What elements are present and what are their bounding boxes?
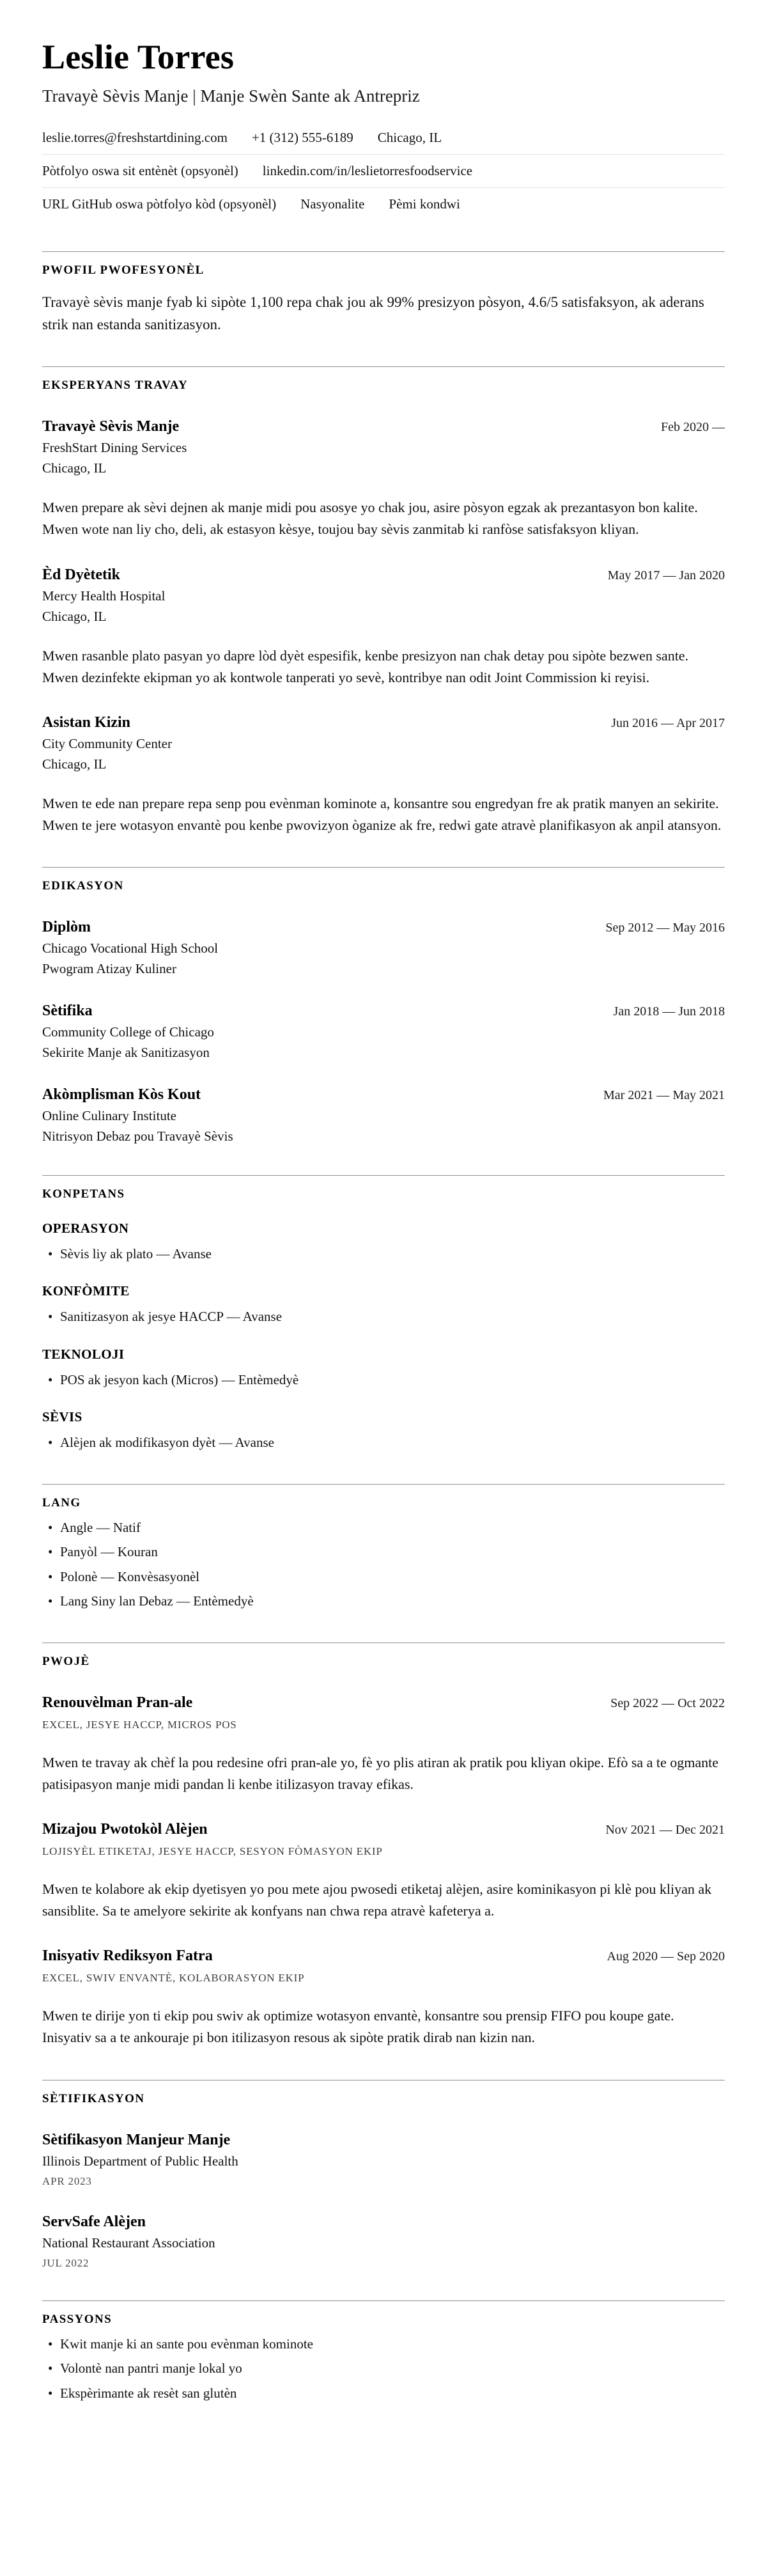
education-dates: Sep 2012 — May 2016 (605, 920, 725, 935)
section-heading-profile: PWOFIL PWOFESYONÈL (42, 263, 205, 277)
job-title: Travayè Sèvis Manje (42, 418, 180, 435)
project-title: Renouvèlman Pran-ale (42, 1694, 193, 1711)
skill-item: • Sanitizasyon ak jesye HACCP — Avanse (42, 1307, 725, 1327)
skill-group-title: SÈVIS (42, 1409, 82, 1425)
passion-item: • Ekspèrimante ak resèt san glutèn (42, 2384, 725, 2404)
project-entry-head (42, 1948, 725, 1965)
job-entry (42, 714, 725, 836)
skill-group-technology (42, 1347, 725, 1391)
language-item: • Angle — Natif (42, 1518, 725, 1538)
contact-row-extra (42, 187, 725, 221)
contact-portfolio: Pòtfolyo oswa sit entènèt (opsyonèl) (42, 163, 238, 179)
project-description: Mwen te travay ak chèf la pou redesine ofri pran-ale yo, fè yo plis atiran ak pratik pou kliyan okipe. Efò sa a te ogmante patisipasyon manje midi pandan li kenbe itilizasyon travay efikas. (42, 1754, 719, 1793)
section-education (42, 867, 725, 1144)
education-degree: Diplòm (42, 918, 91, 935)
section-divider (42, 1175, 725, 1176)
certification-date: JUL 2022 (42, 2256, 89, 2269)
education-school: Online Culinary Institute (42, 1107, 176, 1123)
language-item: • Lang Siny lan Debaz — Entèmedyè (42, 1591, 725, 1612)
passion-item: • Volontè nan pantri manje lokal yo (42, 2359, 725, 2379)
skill-group-title: KONFÒMITE (42, 1283, 130, 1299)
project-title: Mizajou Pwotokòl Alèjen (42, 1821, 208, 1838)
profile-summary: Travayè sèvis manje fyab ki sipòte 1,100 repa chak jou ak 99% presizyon pòsyon, 4.6/5 satisfaksyon, ak aderans strik nan estanda sanitizasyon. (42, 294, 704, 332)
education-dates: Jan 2018 — Jun 2018 (613, 1004, 725, 1019)
project-entry-head (42, 1694, 725, 1712)
skill-list (42, 1370, 725, 1391)
section-divider (42, 2300, 725, 2301)
contact-location: Chicago, IL (377, 130, 442, 146)
certification-entry (42, 2132, 725, 2188)
contact-phone: +1 (312) 555-6189 (251, 130, 353, 146)
education-entry-head (42, 919, 725, 936)
project-title: Inisyativ Rediksyon Fatra (42, 1948, 213, 1965)
contact-linkedin: linkedin.com/in/leslietorresfoodservice (262, 163, 473, 179)
education-program: Nitrisyon Debaz pou Travayè Sèvis (42, 1128, 233, 1144)
job-location: Chicago, IL (42, 608, 107, 624)
project-entry (42, 1694, 725, 1795)
job-entry-head (42, 566, 725, 584)
job-entry (42, 566, 725, 689)
job-dates: Feb 2020 — (661, 420, 725, 435)
certification-issuer: National Restaurant Association (42, 2235, 215, 2251)
section-heading-skills: KONPETANS (42, 1187, 125, 1201)
job-dates: Jun 2016 — Apr 2017 (611, 715, 725, 730)
contact-driving-permit: Pèmi kondwi (389, 196, 460, 212)
education-degree: Akòmplisman Kòs Kout (42, 1086, 201, 1103)
section-divider (42, 366, 725, 367)
skill-list (42, 1244, 725, 1265)
skill-list (42, 1433, 725, 1453)
contact-row-web (42, 154, 725, 187)
language-list (42, 1518, 725, 1612)
contact-row-primary (42, 121, 725, 154)
skill-list (42, 1307, 725, 1327)
passion-list (42, 2334, 725, 2404)
job-description: Mwen prepare ak sèvi dejnen ak manje midi pou asosye yo chak jou, asire pòsyon egzak ak prezantasyon bon kalite. Mwen wote nan liy cho, deli, ak estasyon kèsye, toujou bay sèvis zanmitab ki ranfòse satisfaksyon kliyan. (42, 499, 698, 538)
contact-email: leslie.torres@freshstartdining.com (42, 130, 228, 146)
section-languages (42, 1484, 725, 1612)
certification-date: APR 2023 (42, 2174, 92, 2187)
section-projects (42, 1643, 725, 2049)
education-entry-head (42, 1003, 725, 1020)
skill-group-operations (42, 1221, 725, 1265)
project-dates: Sep 2022 — Oct 2022 (610, 1696, 725, 1710)
section-divider (42, 1484, 725, 1485)
section-heading-education: EDIKASYON (42, 878, 124, 893)
job-dates: May 2017 — Jan 2020 (607, 568, 725, 582)
project-tools: LOJISYÈL ETIKETAJ, JESYE HACCP, SESYON FÒMASYON EKIP (42, 1845, 383, 1858)
section-profile (42, 251, 725, 336)
contact-info (42, 121, 725, 221)
certification-entry (42, 2213, 725, 2270)
job-entry-head (42, 418, 725, 435)
job-location: Chicago, IL (42, 756, 107, 772)
section-divider (42, 867, 725, 868)
contact-github: URL GitHub oswa pòtfolyo kòd (opsyonèl) (42, 196, 277, 212)
section-divider (42, 251, 725, 252)
skill-group-service (42, 1409, 725, 1453)
passion-item: • Kwit manje ki an sante pou evènman kominote (42, 2334, 725, 2355)
education-dates: Mar 2021 — May 2021 (603, 1088, 725, 1102)
education-entry (42, 1086, 725, 1144)
section-heading-passions: PASSYONS (42, 2312, 112, 2326)
education-entry-head (42, 1086, 725, 1104)
skill-item: • Alèjen ak modifikasyon dyèt — Avanse (42, 1433, 725, 1453)
certification-issuer: Illinois Department of Public Health (42, 2153, 238, 2169)
project-entry (42, 1948, 725, 2049)
job-entry-head (42, 714, 725, 731)
job-company: City Community Center (42, 735, 172, 751)
job-entry (42, 418, 725, 540)
job-company: FreshStart Dining Services (42, 440, 187, 456)
project-dates: Nov 2021 — Dec 2021 (605, 1823, 725, 1838)
skill-item: • Sèvis liy ak plato — Avanse (42, 1244, 725, 1265)
job-description: Mwen rasanble plato pasyan yo dapre lòd dyèt espesifik, kenbe presizyon nan chak detay pou sipòte bezwen sante. Mwen dezinfekte ekipman yo ak kontwole tanperati yo sevè, kontribye nan odit Joint Commission ki reyisi. (42, 647, 689, 685)
project-tools: EXCEL, JESYE HACCP, MICROS POS (42, 1718, 237, 1731)
certification-title: ServSafe Alèjen (42, 2213, 146, 2230)
certification-title: Sètifikasyon Manjeur Manje (42, 2131, 231, 2148)
job-title: Èd Dyètetik (42, 566, 120, 583)
section-skills (42, 1175, 725, 1453)
section-heading-experience: EKSPERYANS TRAVAY (42, 379, 189, 393)
section-heading-languages: LANG (42, 1495, 81, 1510)
skill-group-title: TEKNOLOJI (42, 1346, 125, 1362)
education-entry (42, 1003, 725, 1061)
job-company: Mercy Health Hospital (42, 588, 166, 604)
job-title: Asistan Kizin (42, 714, 131, 731)
education-program: Pwogram Atizay Kuliner (42, 960, 176, 976)
language-item: • Panyòl — Kouran (42, 1542, 725, 1563)
contact-nationality: Nasyonalite (300, 196, 365, 212)
section-heading-certifications: SÈTIFIKASYON (42, 2091, 145, 2105)
section-certifications (42, 2080, 725, 2270)
resume-header (42, 38, 725, 221)
skill-group-compliance (42, 1283, 725, 1327)
project-tools: EXCEL, SWIV ENVANTÈ, KOLABORASYON EKIP (42, 1972, 305, 1985)
skill-item: • POS ak jesyon kach (Micros) — Entèmedyè (42, 1370, 725, 1391)
education-school: Chicago Vocational High School (42, 940, 219, 956)
skill-group-title: OPERASYON (42, 1220, 129, 1236)
education-entry (42, 919, 725, 977)
language-item: • Polonè — Konvèsasyonèl (42, 1567, 725, 1588)
project-entry (42, 1821, 725, 1922)
job-location: Chicago, IL (42, 460, 107, 476)
education-program: Sekirite Manje ak Sanitizasyon (42, 1044, 210, 1060)
section-passions (42, 2300, 725, 2404)
project-entry-head (42, 1821, 725, 1838)
project-dates: Aug 2020 — Sep 2020 (607, 1949, 725, 1964)
project-description: Mwen te dirije yon ti ekip pou swiv ak optimize wotasyon envantè, konsantre sou prensip FIFO pou koupe gate. Inisyativ sa a te ankouraje pi bon itilizasyon resous ak sipòte pratik dirab nan kizin nan. (42, 2008, 674, 2046)
section-heading-projects: PWOJÈ (42, 1654, 90, 1668)
education-school: Community College of Chicago (42, 1024, 214, 1040)
section-experience (42, 366, 725, 836)
job-description: Mwen te ede nan prepare repa senp pou evènman kominote a, konsantre sou engredyan fre ak pratik manyen an sekirite. Mwen te jere wotasyon envantè pou kenbe pwovizyon òganize ak fre, redwi gate atravè planifikasyon ak anpil atansyon. (42, 795, 722, 833)
person-tagline: Travayè Sèvis Manje | Manje Swèn Sante ak Antrepriz (42, 86, 420, 106)
project-description: Mwen te kolabore ak ekip dyetisyen yo pou mete ajou pwosedi etiketaj alèjen, asire kominikasyon pi klè pou kliyan ak sansiblite. Sa te amelyore sekirite ak konfyans nan chwa repa atravè kafeterya a. (42, 1881, 712, 1919)
education-degree: Sètifika (42, 1002, 93, 1019)
person-name: Leslie Torres (42, 38, 235, 76)
